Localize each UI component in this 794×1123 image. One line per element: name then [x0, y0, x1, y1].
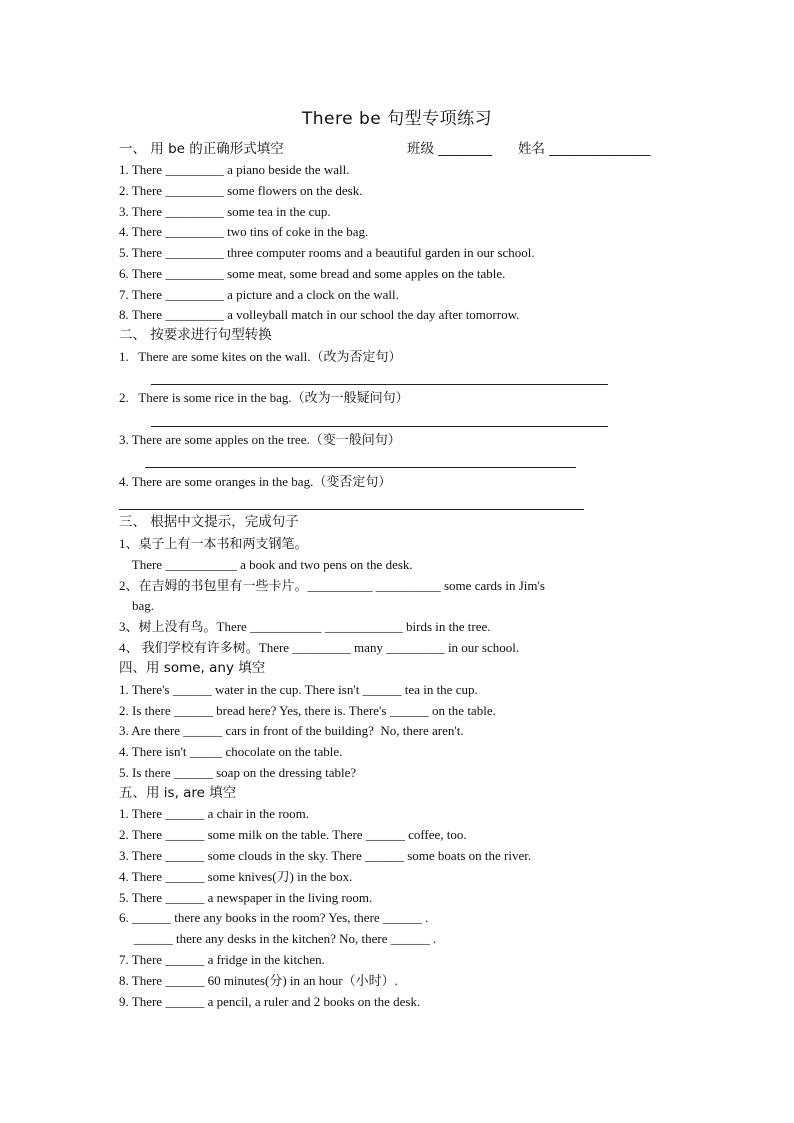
exercise-line: 1. There ______ a chair in the room. [119, 806, 310, 821]
exercise-line: 1. There are some kites on the wall.（改为否定句） [119, 349, 402, 364]
exercise-line: There ___________ a book and two pens on the desk. [119, 557, 413, 572]
answer-line [151, 426, 608, 427]
section-2-heading: 二、 按要求进行句型转换 [119, 327, 272, 343]
exercise-line: 5. Is there ______ soap on the dressing table? [119, 765, 357, 780]
exercise-line: 8. There _________ a volleyball match in our school the day after tomorrow. [119, 307, 520, 322]
exercise-line: 4. There isn't _____ chocolate on the table. [119, 744, 343, 759]
exercise-line: 4、 我们学校有许多树。There _________ many _________ in our school. [119, 640, 520, 655]
exercise-line: 9. There ______ a pencil, a ruler and 2 books on the desk. [119, 994, 421, 1009]
exercise-line: 3. There _________ some tea in the cup. [119, 204, 331, 219]
page-title: There be 句型专项练习 [301, 109, 493, 129]
class-field: 班级 ________ [407, 141, 493, 157]
exercise-line: 2. There _________ some flowers on the desk. [119, 183, 363, 198]
exercise-line: 3. There ______ some clouds in the sky. There ______ some boats on the river. [119, 848, 532, 863]
exercise-line: 8. There ______ 60 minutes(分) in an hour（小时）. [119, 973, 398, 988]
exercise-line: 5. There ______ a newspaper in the living room. [119, 890, 373, 905]
exercise-line: 4. There _________ two tins of coke in the bag. [119, 224, 369, 239]
exercise-line: ______ there any desks in the kitchen? No, there ______ . [124, 931, 437, 946]
answer-line [119, 509, 584, 510]
exercise-line: 3. Are there ______ cars in front of the building? No, there aren't. [119, 723, 464, 738]
exercise-line: 2、在吉姆的书包里有一些卡片。__________ __________ some cards in Jim's [119, 578, 545, 593]
exercise-line: 6. ______ there any books in the room? Yes, there ______ . [119, 910, 429, 925]
exercise-line: 6. There _________ some meat, some bread and some apples on the table. [119, 266, 506, 281]
exercise-line: 3. There are some apples on the tree.（变一般问句） [119, 432, 401, 447]
exercise-line: 3、树上没有鸟。There ___________ ____________ birds in the tree. [119, 619, 491, 634]
exercise-line: 2. There is some rice in the bag.（改为一般疑问句） [119, 390, 409, 405]
exercise-line: 2. There ______ some milk on the table. There ______ coffee, too. [119, 827, 467, 842]
section-3-heading: 三、 根据中文提示，完成句子 [119, 514, 299, 530]
exercise-line: 7. There _________ a picture and a clock on the wall. [119, 287, 399, 302]
exercise-line: bag. [119, 598, 155, 613]
answer-line [145, 467, 576, 468]
section-1-heading: 一、 用 be 的正确形式填空 [119, 141, 284, 157]
exercise-line: 1. There's ______ water in the cup. There isn't ______ tea in the cup. [119, 682, 478, 697]
name-field: 姓名 _______________ [518, 141, 651, 157]
section-5-heading: 五、用 is, are 填空 [119, 785, 237, 801]
exercise-line: 4. There ______ some knives(刀) in the box. [119, 869, 353, 884]
answer-line [151, 384, 608, 385]
exercise-line: 4. There are some oranges in the bag.（变否定句） [119, 474, 392, 489]
exercise-line: 7. There ______ a fridge in the kitchen. [119, 952, 325, 967]
exercise-line: 5. There _________ three computer rooms and a beautiful garden in our school. [119, 245, 535, 260]
exercise-line: 1. There _________ a piano beside the wall. [119, 162, 350, 177]
exercise-line: 1、桌子上有一本书和两支钢笔。 [119, 536, 308, 551]
exercise-line: 2. Is there ______ bread here? Yes, there is. There's ______ on the table. [119, 703, 496, 718]
section-4-heading: 四、用 some, any 填空 [119, 660, 266, 676]
